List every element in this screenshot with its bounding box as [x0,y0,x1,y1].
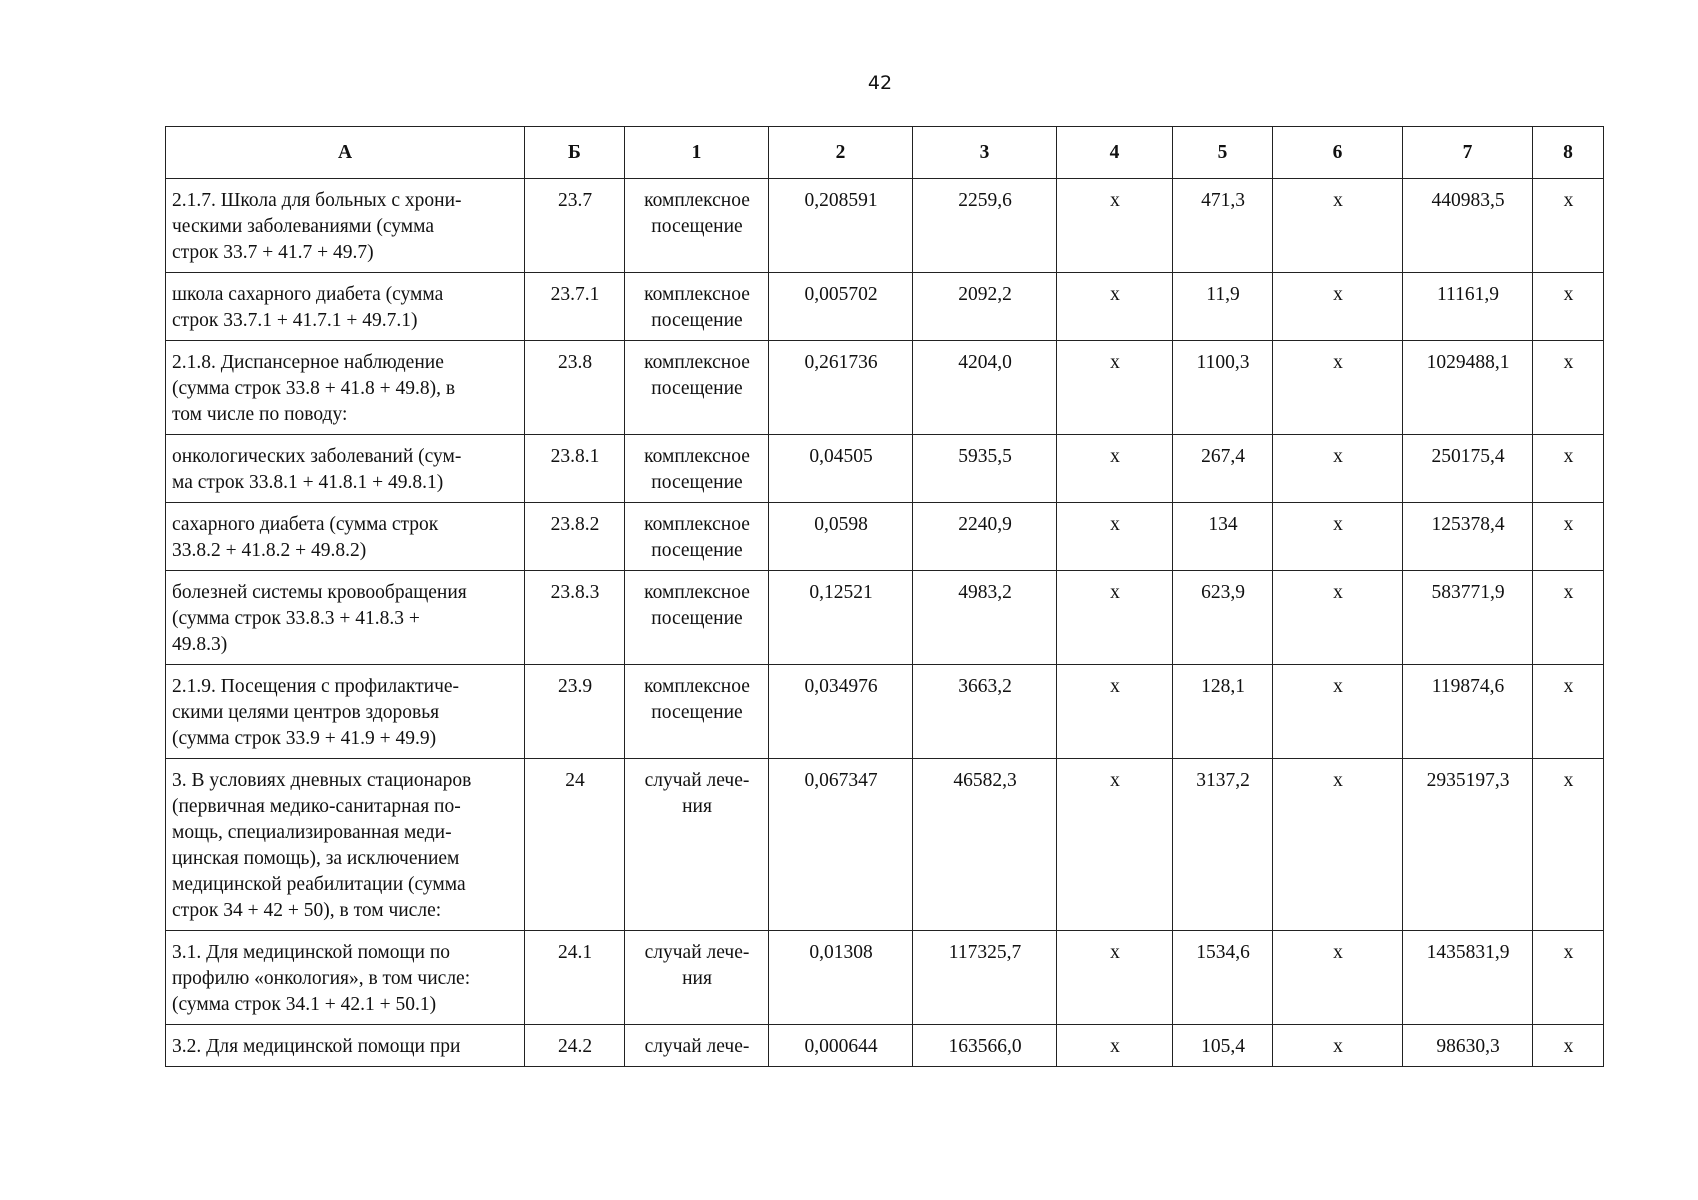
col7-cell: 440983,5 [1403,179,1533,273]
column-header: 6 [1273,127,1403,179]
col2-cell: 0,208591 [769,179,913,273]
column-header: 3 [913,127,1057,179]
col8-cell: х [1533,435,1604,503]
row-code-cell: 23.7 [525,179,625,273]
column-header: 1 [625,127,769,179]
col7-cell: 1435831,9 [1403,931,1533,1025]
col5-cell: 1100,3 [1173,341,1273,435]
header-row [166,127,1604,179]
col7-cell: 2935197,3 [1403,759,1533,931]
unit-cell: случай лече- [625,1025,769,1067]
row-label-cell: школа сахарного диабета (сумма строк 33.7.1 + 41.7.1 + 49.7.1) [166,273,525,341]
col4-cell: х [1057,435,1173,503]
col5-cell: 267,4 [1173,435,1273,503]
col4-cell: х [1057,571,1173,665]
col8-cell: х [1533,273,1604,341]
col5-cell: 105,4 [1173,1025,1273,1067]
unit-cell: комплексное посещение [625,665,769,759]
row-label-cell: 3. В условиях дневных стационаров (первичная медико-санитарная по- мощь, специализированная меди- цинская помощь), за исключением медицинской реабилитации (сумма строк 34 + 42 + 50), в том числе: [166,759,525,931]
table-row [166,931,1604,1025]
table-row [166,571,1604,665]
col2-cell: 0,034976 [769,665,913,759]
table-row [166,179,1604,273]
col8-cell: х [1533,571,1604,665]
column-header: 7 [1403,127,1533,179]
col7-cell: 125378,4 [1403,503,1533,571]
row-label-cell: 2.1.9. Посещения с профилактиче- скими целями центров здоровья (сумма строк 33.9 + 41.9 + 49.9) [166,665,525,759]
unit-cell: случай лече- ния [625,931,769,1025]
col5-cell: 11,9 [1173,273,1273,341]
col6-cell: х [1273,273,1403,341]
col6-cell: х [1273,503,1403,571]
col6-cell: х [1273,1025,1403,1067]
col2-cell: 0,04505 [769,435,913,503]
col4-cell: х [1057,1025,1173,1067]
col6-cell: х [1273,571,1403,665]
unit-cell: комплексное посещение [625,571,769,665]
col3-cell: 2240,9 [913,503,1057,571]
unit-cell: комплексное посещение [625,341,769,435]
column-header: 2 [769,127,913,179]
col8-cell: х [1533,759,1604,931]
row-code-cell: 24 [525,759,625,931]
row-label-cell: 3.1. Для медицинской помощи по профилю «онкология», в том числе: (сумма строк 34.1 + 42.1 + 50.1) [166,931,525,1025]
col3-cell: 4204,0 [913,341,1057,435]
col7-cell: 583771,9 [1403,571,1533,665]
col4-cell: х [1057,503,1173,571]
col4-cell: х [1057,341,1173,435]
row-code-cell: 23.8.1 [525,435,625,503]
row-label-cell: 2.1.8. Диспансерное наблюдение (сумма строк 33.8 + 41.8 + 49.8), в том числе по поводу: [166,341,525,435]
table-row [166,341,1604,435]
col8-cell: х [1533,1025,1604,1067]
col2-cell: 0,067347 [769,759,913,931]
col6-cell: х [1273,759,1403,931]
row-code-cell: 23.7.1 [525,273,625,341]
unit-cell: комплексное посещение [625,503,769,571]
unit-cell: комплексное посещение [625,435,769,503]
row-code-cell: 24.2 [525,1025,625,1067]
col5-cell: 623,9 [1173,571,1273,665]
col4-cell: х [1057,665,1173,759]
row-label-cell: 3.2. Для медицинской помощи при [166,1025,525,1067]
col8-cell: х [1533,179,1604,273]
unit-cell: комплексное посещение [625,273,769,341]
col4-cell: х [1057,759,1173,931]
col2-cell: 0,261736 [769,341,913,435]
col2-cell: 0,12521 [769,571,913,665]
col7-cell: 1029488,1 [1403,341,1533,435]
row-code-cell: 23.8 [525,341,625,435]
col6-cell: х [1273,435,1403,503]
table-row [166,273,1604,341]
col3-cell: 163566,0 [913,1025,1057,1067]
col8-cell: х [1533,931,1604,1025]
column-header: 8 [1533,127,1604,179]
col8-cell: х [1533,503,1604,571]
col4-cell: х [1057,931,1173,1025]
col2-cell: 0,0598 [769,503,913,571]
row-code-cell: 23.8.2 [525,503,625,571]
col2-cell: 0,005702 [769,273,913,341]
unit-cell: случай лече- ния [625,759,769,931]
column-header: А [166,127,525,179]
row-code-cell: 23.8.3 [525,571,625,665]
col6-cell: х [1273,341,1403,435]
row-label-cell: 2.1.7. Школа для больных с хрони- ческими заболеваниями (сумма строк 33.7 + 41.7 + 49.7) [166,179,525,273]
col6-cell: х [1273,931,1403,1025]
col3-cell: 5935,5 [913,435,1057,503]
col3-cell: 3663,2 [913,665,1057,759]
col5-cell: 134 [1173,503,1273,571]
column-header: 5 [1173,127,1273,179]
col3-cell: 2259,6 [913,179,1057,273]
table-row [166,665,1604,759]
table-row [166,435,1604,503]
page-number: 42 [867,72,893,94]
col5-cell: 1534,6 [1173,931,1273,1025]
col6-cell: х [1273,665,1403,759]
col4-cell: х [1057,273,1173,341]
col7-cell: 11161,9 [1403,273,1533,341]
col6-cell: х [1273,179,1403,273]
col3-cell: 117325,7 [913,931,1057,1025]
table-row [166,1025,1604,1067]
col2-cell: 0,01308 [769,931,913,1025]
col3-cell: 46582,3 [913,759,1057,931]
row-code-cell: 23.9 [525,665,625,759]
row-label-cell: сахарного диабета (сумма строк 33.8.2 + 41.8.2 + 49.8.2) [166,503,525,571]
col3-cell: 4983,2 [913,571,1057,665]
col8-cell: х [1533,665,1604,759]
col2-cell: 0,000644 [769,1025,913,1067]
col7-cell: 250175,4 [1403,435,1533,503]
data-table [165,126,1604,1067]
col7-cell: 98630,3 [1403,1025,1533,1067]
row-code-cell: 24.1 [525,931,625,1025]
col4-cell: х [1057,179,1173,273]
unit-cell: комплексное посещение [625,179,769,273]
row-label-cell: онкологических заболеваний (сум- ма строк 33.8.1 + 41.8.1 + 49.8.1) [166,435,525,503]
row-label-cell: болезней системы кровообращения (сумма строк 33.8.3 + 41.8.3 + 49.8.3) [166,571,525,665]
col8-cell: х [1533,341,1604,435]
col5-cell: 3137,2 [1173,759,1273,931]
table-body [166,179,1604,1067]
column-header: 4 [1057,127,1173,179]
column-header: Б [525,127,625,179]
col7-cell: 119874,6 [1403,665,1533,759]
table-row [166,759,1604,931]
col3-cell: 2092,2 [913,273,1057,341]
col5-cell: 471,3 [1173,179,1273,273]
table-row [166,503,1604,571]
col5-cell: 128,1 [1173,665,1273,759]
